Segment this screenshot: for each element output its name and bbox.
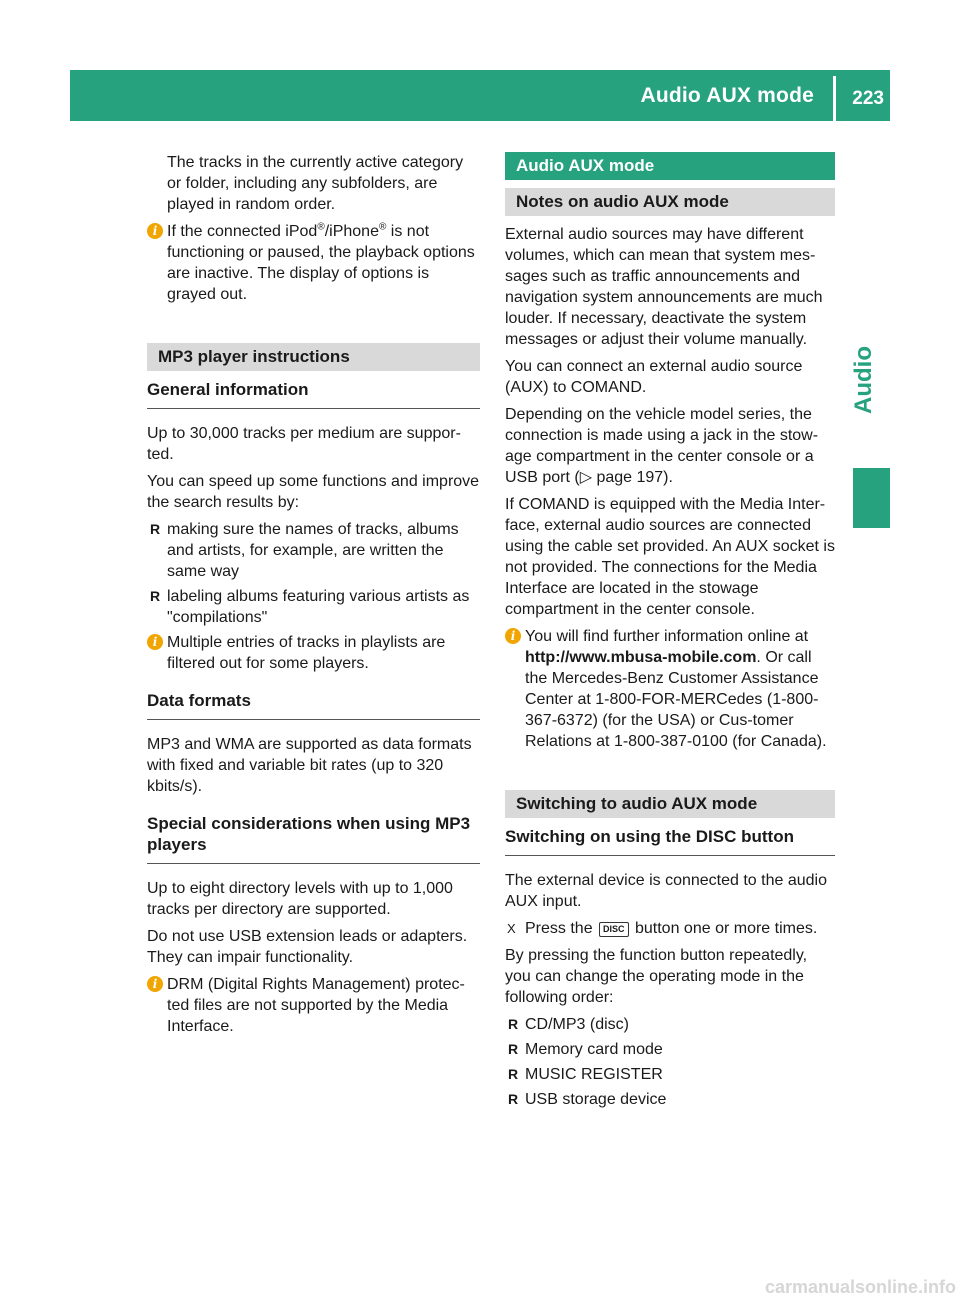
switch-paragraph-2: By pressing the function button repeatedly, you can change the operating mode in the following order: (505, 947, 808, 1006)
list-item: R USB storage device (505, 1089, 835, 1110)
list-item: R labeling albums featuring various artists as "compilations" (147, 586, 480, 628)
website-link[interactable]: http://www.mbusa-mobile.com (525, 649, 757, 666)
registered-mark: ® (378, 221, 387, 233)
page-ref-arrow-icon: ▷ (579, 469, 592, 486)
text-pre: Depending on the vehicle model series, the connection is made using a jack in the stow-age compartment in the center console or a USB port ( (505, 406, 819, 486)
info-note-ipod (147, 221, 480, 305)
info-icon: i (147, 223, 163, 239)
section-bar-aux: Audio AUX mode (505, 152, 835, 180)
info-icon: i (505, 628, 521, 644)
aux-paragraph-3 (505, 404, 835, 488)
note-text: DRM (Digital Rights Management) protec-ted files are not supported by the Media Interface. (167, 976, 465, 1035)
side-tab-marker (853, 468, 890, 528)
heading-special-considerations: Special considerations when using MP3 players (147, 813, 480, 864)
note-text-post: is not functioning or paused, the playback options are inactive. The display of options is grayed out. (167, 223, 475, 303)
heading-general-information: General information (147, 379, 480, 409)
page-ref-link[interactable]: page 197). (592, 469, 673, 486)
data-formats-paragraph: MP3 and WMA are supported as data formats with fixed and variable bit rates (up to 320 kbits/s). (147, 736, 472, 795)
intro-paragraph: The tracks in the currently active category or folder, including any subfolders, are played in random order. (167, 154, 464, 213)
registered-mark: ® (317, 221, 325, 233)
note-text-pre: You will find further information online at (525, 628, 809, 645)
note-text-mid: /iPhone (324, 223, 379, 240)
info-icon: i (147, 634, 163, 650)
header-bar (70, 70, 890, 121)
section-bar-switching: Switching to audio AUX mode (505, 790, 835, 818)
list-item: R MUSIC REGISTER (505, 1064, 835, 1085)
special-paragraph-2: Do not use USB extension leads or adapters. They can impair functionality. (147, 928, 468, 966)
page-title: Audio AUX mode (640, 84, 814, 107)
header-divider (833, 76, 836, 121)
note-text-post: . Or call the Mercedes-Benz Customer Assistance Center at 1-800-FOR-MERCedes (1-800-367-6372) (for the USA) or Cus-tomer Relations at 1-800-387-0100 (for Canada). (525, 649, 827, 750)
aux-paragraph-1: External audio sources may have different volumes, which can mean that system mes-sages such as traffic announcements and navigation system announcements are much louder. If necessary, deactivate the system messages or adjust their volume manually. (505, 226, 823, 348)
step-text-post: button one or more times. (630, 920, 818, 937)
step-arrow-icon: X (507, 921, 516, 936)
disc-button-icon: DISC (599, 922, 629, 937)
step-text-pre: Press the (525, 920, 598, 937)
list-item: R CD/MP3 (disc) (505, 1014, 835, 1035)
section-bar-mp3: MP3 player instructions (147, 343, 480, 371)
general-paragraph-2: You can speed up some functions and improve the search results by: (147, 473, 480, 511)
left-column (147, 152, 480, 1043)
list-item: R making sure the names of tracks, albums and artists, for example, are written the same way (147, 519, 480, 582)
note-text: Multiple entries of tracks in playlists are filtered out for some players. (167, 634, 446, 672)
heading-disc-button: Switching on using the DISC button (505, 826, 835, 856)
info-note-contact (505, 626, 835, 752)
info-note-playlists (147, 632, 480, 674)
general-paragraph-1: Up to 30,000 tracks per medium are suppor-ted. (147, 425, 461, 463)
instruction-step (505, 918, 835, 939)
switch-paragraph-1: The external device is connected to the audio AUX input. (505, 872, 827, 910)
page-number: 223 (852, 88, 884, 109)
special-paragraph-1: Up to eight directory levels with up to 1,000 tracks per directory are supported. (147, 880, 453, 918)
side-tab-label: Audio (850, 346, 877, 414)
list-item: R Memory card mode (505, 1039, 835, 1060)
right-column (505, 152, 835, 1114)
note-text-pre: If the connected iPod (167, 223, 318, 240)
heading-data-formats: Data formats (147, 690, 480, 720)
info-icon: i (147, 976, 163, 992)
info-note-drm (147, 974, 480, 1037)
section-bar-notes: Notes on audio AUX mode (505, 188, 835, 216)
aux-paragraph-2: You can connect an external audio source (AUX) to COMAND. (505, 358, 803, 396)
aux-paragraph-4: If COMAND is equipped with the Media Inter-face, external audio sources are connected using the cable set provided. An AUX socket is not provided. The connections for the Media Interface are located in the stowage compartment in the center console. (505, 496, 835, 618)
watermark: carmanualsonline.info (764, 1277, 956, 1297)
